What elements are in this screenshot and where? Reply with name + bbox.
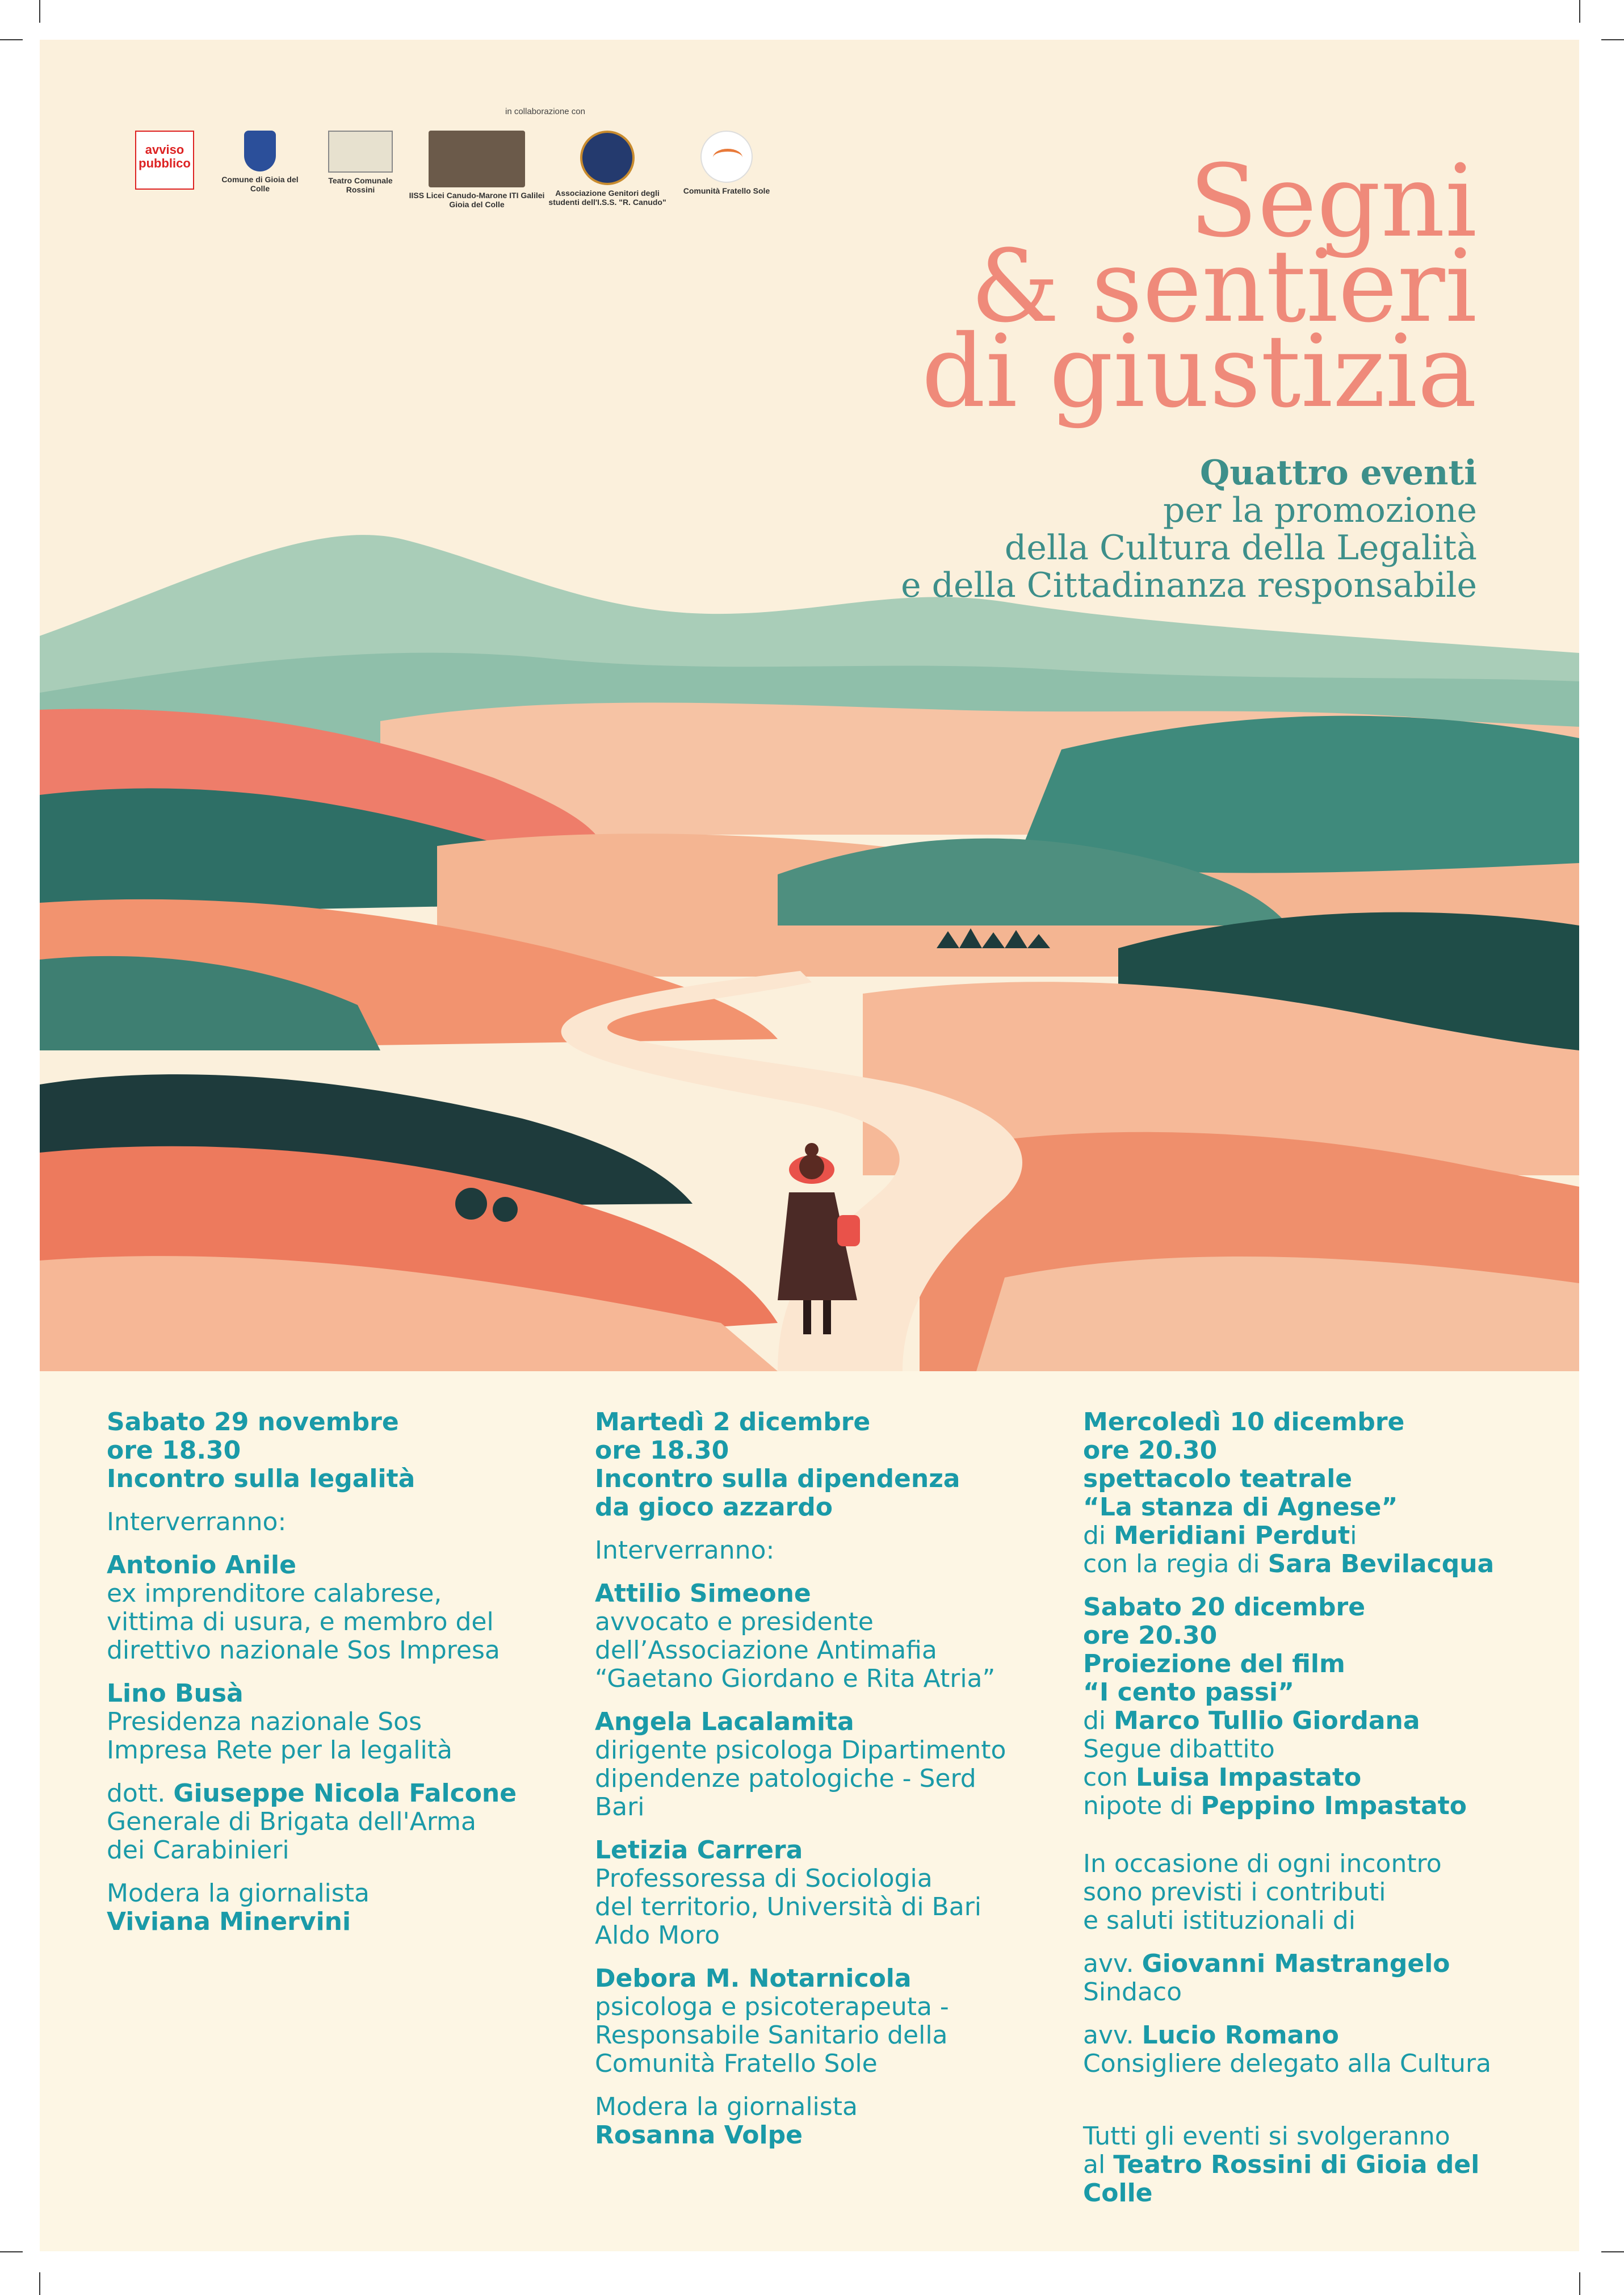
event-title: “I cento passi” bbox=[1083, 1678, 1295, 1707]
logo-iiss bbox=[409, 131, 545, 209]
bush bbox=[455, 1188, 487, 1220]
event-time: ore 18.30 bbox=[595, 1436, 729, 1465]
title-line: & sentieri bbox=[970, 228, 1477, 345]
logo-label: Teatro Comunale Rossini bbox=[328, 176, 393, 194]
speaker-desc: dipendenze patologiche - Serd bbox=[595, 1764, 976, 1793]
institutional-note: In occasione di ogni incontro bbox=[1083, 1849, 1442, 1878]
avviso-pubblico-logo-icon bbox=[135, 131, 194, 190]
speaker-desc: “Gaetano Giordano e Rita Atria” bbox=[595, 1664, 996, 1693]
hero-illustration bbox=[40, 40, 1579, 1371]
moderator-intro: Modera la giornalista bbox=[107, 1879, 370, 1908]
crop-mark bbox=[1601, 2251, 1624, 2252]
speaker-desc: Bari bbox=[595, 1793, 645, 1821]
event-credit: nipote di Peppino Impastato bbox=[1083, 1791, 1467, 1820]
logo-label: IISS Licei Canudo-Marone ITI Galilei Gioia del Colle bbox=[409, 191, 545, 209]
logo-avviso-pubblico bbox=[133, 131, 196, 193]
subtitle-lead: Quattro eventi bbox=[1199, 453, 1477, 493]
event-date: Sabato 29 novembre bbox=[107, 1408, 399, 1437]
compass-seal-icon bbox=[580, 131, 635, 185]
bush bbox=[493, 1197, 518, 1222]
venue-note: Tutti gli eventi si svolgeranno bbox=[1083, 2122, 1450, 2151]
speaker-name: Antonio Anile bbox=[107, 1551, 296, 1580]
sun-arc-icon bbox=[700, 131, 753, 183]
guest-name: Luisa Impastato bbox=[1135, 1763, 1362, 1792]
event-title: Incontro sulla dipendenza bbox=[595, 1464, 960, 1493]
speaker-desc: del territorio, Università di Bari bbox=[595, 1892, 982, 1921]
subtitle-line: per la promozione bbox=[1163, 491, 1477, 530]
poster-subtitle bbox=[901, 454, 1477, 604]
event-column-3 bbox=[1083, 1408, 1537, 2208]
poster bbox=[40, 40, 1579, 2251]
guest-name: Giovanni Mastrangelo bbox=[1142, 1949, 1450, 1978]
speaker-name: Debora M. Notarnicola bbox=[595, 1964, 912, 1993]
event-title: Incontro sulla legalità bbox=[107, 1464, 416, 1493]
speaker-name: Lino Busà bbox=[107, 1679, 244, 1708]
logo-label: Associazione Genitori degli studenti dell'I.S.S. "R. Canudo" bbox=[548, 189, 666, 207]
crop-mark bbox=[1601, 39, 1624, 40]
speaker-desc: ex imprenditore calabrese, bbox=[107, 1579, 442, 1608]
speaker-name: Letizia Carrera bbox=[595, 1836, 803, 1865]
speaker-desc: Comunità Fratello Sole bbox=[595, 2049, 878, 2078]
event-date: Martedì 2 dicembre bbox=[595, 1408, 871, 1437]
crop-mark bbox=[1579, 2272, 1580, 2295]
logo-associazione bbox=[548, 131, 667, 207]
speaker-desc: dirigente psicologa Dipartimento bbox=[595, 1736, 1006, 1765]
venue-name: Teatro Rossini di Gioia del Colle bbox=[1083, 2150, 1480, 2208]
guest-line: avv. Lucio Romano bbox=[1083, 2021, 1339, 2050]
theatre-building-icon bbox=[328, 131, 393, 173]
speaker-desc: Presidenza nazionale Sos bbox=[107, 1707, 422, 1736]
logo-text: avviso pubblico bbox=[139, 143, 191, 170]
crop-mark bbox=[0, 39, 23, 40]
company-name: Meridiani Perdut bbox=[1114, 1521, 1350, 1550]
coat-of-arms-icon bbox=[244, 131, 276, 171]
moderator-intro: Modera la giornalista bbox=[595, 2092, 858, 2121]
moderator-name: Viviana Minervini bbox=[107, 1907, 351, 1936]
director-name: Sara Bevilacqua bbox=[1268, 1549, 1495, 1578]
event-credit: con Luisa Impastato bbox=[1083, 1763, 1362, 1792]
director-name: Marco Tullio Giordana bbox=[1114, 1706, 1420, 1735]
venue-line: al Teatro Rossini di Gioia del Colle bbox=[1083, 2150, 1480, 2208]
speaker-desc: Responsabile Sanitario della bbox=[595, 2021, 948, 2050]
collaboration-label: in collaborazione con bbox=[505, 107, 585, 116]
event-date: Sabato 20 dicembre bbox=[1083, 1593, 1366, 1622]
portraits-icon bbox=[429, 131, 525, 187]
subtitle-line: della Cultura della Legalità bbox=[1004, 528, 1477, 568]
speaker-desc: dell’Associazione Antimafia bbox=[595, 1636, 937, 1665]
event-column-2 bbox=[595, 1408, 1049, 2150]
subtitle-line: e della Cittadinanza responsabile bbox=[901, 566, 1477, 605]
event-credit: con la regia di Sara Bevilacqua bbox=[1083, 1549, 1495, 1578]
guest-line: avv. Giovanni Mastrangelo bbox=[1083, 1949, 1450, 1978]
event-credit: di Marco Tullio Giordana bbox=[1083, 1706, 1420, 1735]
speaker-desc: Impresa Rete per la legalità bbox=[107, 1736, 452, 1765]
crop-mark bbox=[0, 2251, 23, 2252]
speaker-prefix: dott. bbox=[107, 1779, 166, 1808]
event-date: Mercoledì 10 dicembre bbox=[1083, 1408, 1405, 1437]
speaker-name: Giuseppe Nicola Falcone bbox=[173, 1779, 517, 1808]
speaker-desc: Generale di Brigata dell'Arma bbox=[107, 1807, 476, 1836]
speaker-desc: avvocato e presidente bbox=[595, 1607, 874, 1636]
event-time: ore 20.30 bbox=[1083, 1621, 1218, 1650]
guest-role: Consigliere delegato alla Cultura bbox=[1083, 2049, 1492, 2078]
event-credit: di Meridiani Perduti bbox=[1083, 1521, 1357, 1550]
logo-label: Comunità Fratello Sole bbox=[683, 186, 770, 195]
speaker-desc: dei Carabinieri bbox=[107, 1836, 289, 1865]
crop-mark bbox=[39, 2272, 40, 2295]
logo-fratello-sole bbox=[675, 131, 778, 195]
institutional-note: e saluti istituzionali di bbox=[1083, 1906, 1356, 1935]
speaker-desc: psicologa e psicoterapeuta - bbox=[595, 1992, 949, 2021]
speaker-name: Angela Lacalamita bbox=[595, 1707, 854, 1736]
event-time: ore 18.30 bbox=[107, 1436, 241, 1465]
logo-label: Comune di Gioia del Colle bbox=[221, 175, 299, 193]
guest-name: Lucio Romano bbox=[1142, 2021, 1339, 2050]
title-line: di giustizia bbox=[921, 313, 1477, 430]
speaker-desc: vittima di usura, e membro del bbox=[107, 1607, 494, 1636]
event-title: “La stanza di Agnese” bbox=[1083, 1493, 1398, 1522]
logo-teatro bbox=[321, 131, 400, 194]
speaker-name: Attilio Simeone bbox=[595, 1579, 811, 1608]
speaker-desc: direttivo nazionale Sos Impresa bbox=[107, 1636, 500, 1665]
institutional-note: sono previsti i contributi bbox=[1083, 1878, 1386, 1907]
event-title: da gioco azzardo bbox=[595, 1493, 833, 1522]
speaker-line bbox=[107, 1779, 561, 1808]
crop-mark bbox=[39, 0, 40, 23]
speakers-intro: Interverranno: bbox=[107, 1507, 287, 1536]
speaker-desc: Professoressa di Sociologia bbox=[595, 1864, 933, 1893]
hill-peach-front-right bbox=[976, 1257, 1579, 1371]
logo-comune bbox=[220, 131, 300, 193]
speaker-desc: Aldo Moro bbox=[595, 1921, 720, 1950]
event-note: Segue dibattito bbox=[1083, 1735, 1275, 1764]
crop-mark bbox=[1579, 0, 1580, 23]
speakers-intro: Interverranno: bbox=[595, 1536, 775, 1565]
poster-title bbox=[921, 143, 1477, 430]
event-column-1 bbox=[107, 1408, 561, 1936]
guest-role: Sindaco bbox=[1083, 1978, 1182, 2007]
moderator-name: Rosanna Volpe bbox=[595, 2121, 803, 2150]
event-title: Proiezione del film bbox=[1083, 1649, 1345, 1678]
event-time: ore 20.30 bbox=[1083, 1436, 1218, 1465]
sun-arc-shape bbox=[713, 149, 742, 166]
relative-name: Peppino Impastato bbox=[1201, 1791, 1467, 1820]
event-title: spettacolo teatrale bbox=[1083, 1464, 1353, 1493]
title-line: Segni bbox=[1189, 143, 1477, 259]
